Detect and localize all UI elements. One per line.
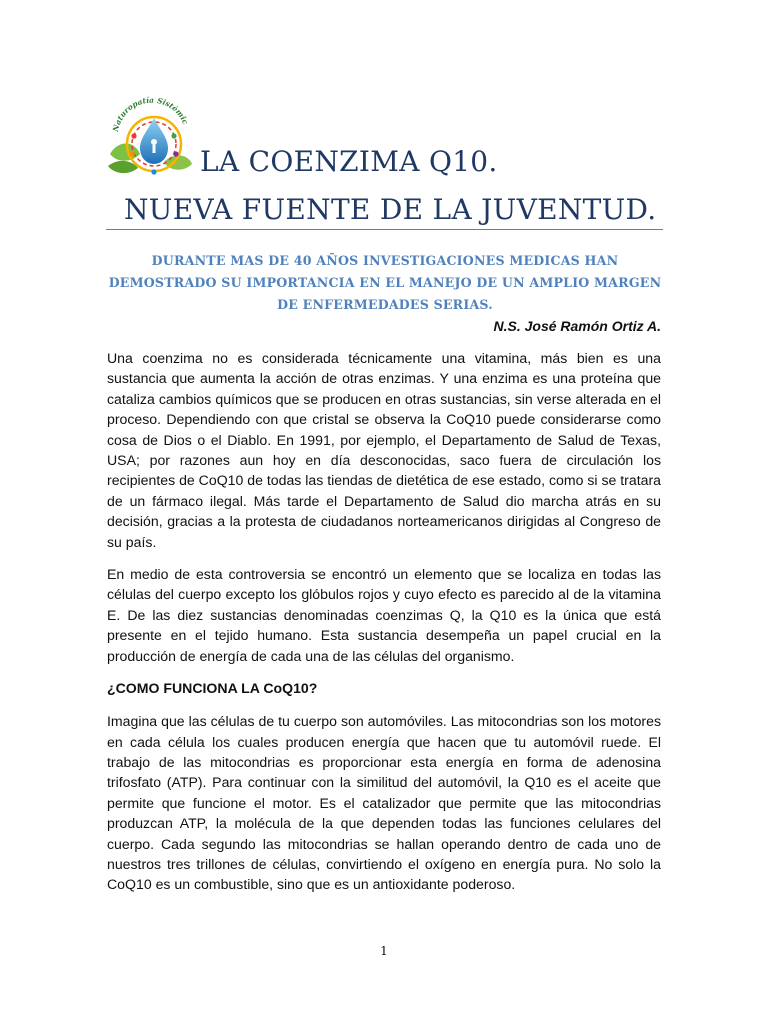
- author-byline: N.S. José Ramón Ortiz A.: [493, 318, 661, 334]
- document-title: [0, 138, 768, 234]
- section-heading: ¿COMO FUNCIONA LA CoQ10?: [107, 680, 318, 697]
- title-line-1: LA COENZIMA Q10.: [200, 145, 498, 178]
- svg-text:Naturopatía Sistémica: Naturopatía Sistémic: [111, 95, 191, 133]
- page-number: 1: [380, 944, 388, 958]
- document-body: [107, 348, 661, 907]
- subtitle-line-3: DE ENFERMEDADES SERIAS.: [277, 297, 493, 312]
- title-line-2: NUEVA FUENTE DE LA JUVENTUD.: [124, 193, 657, 226]
- subtitle-line-1: DURANTE MAS DE 40 AÑOS INVESTIGACIONES MEDICAS HAN: [151, 253, 619, 268]
- paragraph-3: Imagina que las células de tu cuerpo son automóviles. Las mitocondrias son los motores en cada célula los cuales producen energía que hacen que tu automóvil ruede. El trabajo de las mitocondrias es proporcionar esta energía en forma de adenosina trifosfato (ATP). Para continuar con la similitud del automóvil, la Q10 es el aceite que permite que funcione el motor. Es el catalizador que permite que las mitocondrias produzcan ATP, la molécula de la que dependen todas las funciones celulares del cuerpo. Cada segundo las mitocondrias se hallan operando dentro de cada uno de nuestros tres trillones de células, convirtiendo el oxígeno en energía pura. No solo la CoQ10 es un combustible, sino que es un antioxidante poderoso.: [107, 713, 661, 893]
- subtitle-line-2: DEMOSTRADO SU IMPORTANCIA EN EL MANEJO DE UN AMPLIO MARGEN: [108, 275, 662, 290]
- subtitle: [100, 250, 670, 316]
- paragraph-2: En medio de esta controversia se encontró un elemento que se localiza en todas las células del cuerpo excepto los glóbulos rojos y cuyo efecto es parecido al de la vitamina E. De las diez sustancias denominadas coenzimas Q, la Q10 es la única que está presente en el tejido humano. Esta sustancia desempeña un papel crucial en la producción de energía de cada una de las células del organismo.: [107, 566, 661, 664]
- paragraph-1: Una coenzima no es considerada técnicamente una vitamina, más bien es una sustancia que aumenta la acción de otras enzimas. Y una enzima es una proteína que cataliza cambios químicos que se producen en otras sustancias, sin verse alterada en el proceso. Dependiendo con que cristal se observa la CoQ10 puede considerarse como cosa de Dios o el Diablo. En 1991, por ejemplo, el Departamento de Salud de Texas, USA; por razones aun hoy en día desconocidas, saco fuera de circulación los recipientes de CoQ10 de todas las tiendas de dietética de ese estado, como si se tratara de un fármaco ilegal. Más tarde el Departamento de Salud dio marcha atrás en su decisión, gracias a la protesta de ciudadanos norteamericanos dirigidas al Congreso de su país.: [107, 350, 661, 550]
- title-divider: [106, 229, 663, 230]
